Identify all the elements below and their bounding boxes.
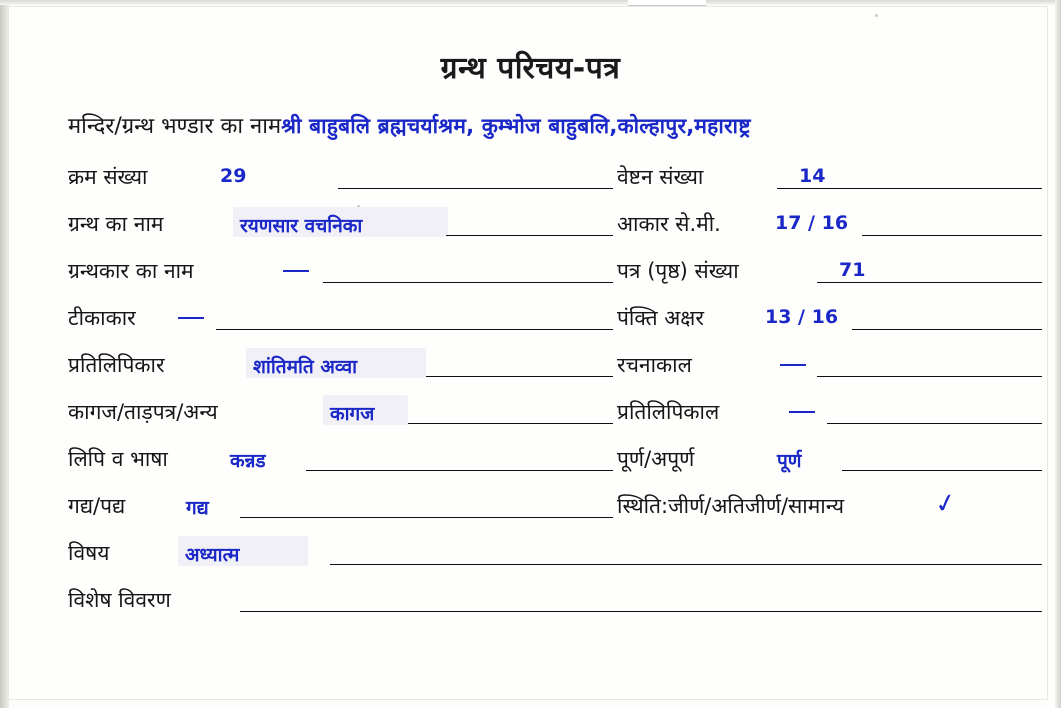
- form-row: [0, 487, 1061, 534]
- field-vishay[interactable]: [68, 534, 613, 581]
- form-row: [0, 158, 1061, 205]
- form-row: [0, 440, 1061, 487]
- field-rule: [827, 423, 1042, 424]
- field-label: पूर्ण/अपूर्ण: [617, 447, 695, 471]
- field-rule: [338, 188, 613, 189]
- field-sthiti[interactable]: [617, 487, 1042, 534]
- field-rachnakaal[interactable]: [617, 346, 1042, 393]
- field-label: टीकाकार: [68, 306, 136, 330]
- field-tikakaar[interactable]: [68, 299, 613, 346]
- field-label: गद्य/पद्य: [68, 494, 126, 518]
- paper-speck: [875, 14, 878, 17]
- field-pankti-akshar[interactable]: [617, 299, 1042, 346]
- field-label: कागज/ताड़पत्र/अन्य: [68, 400, 218, 424]
- field-label: विशेष विवरण: [68, 588, 171, 612]
- field-value: 71: [839, 259, 866, 281]
- form-row: [0, 252, 1061, 299]
- field-value: कागज: [330, 403, 375, 425]
- field-label: स्थिति:जीर्ण/अतिजीर्ण/सामान्य: [617, 494, 845, 518]
- field-value: पूर्ण: [777, 450, 802, 472]
- field-rule: [306, 470, 613, 471]
- field-label: पंक्ति अक्षर: [617, 306, 704, 330]
- temple-name-row: [68, 110, 1048, 140]
- field-value: 13 / 16: [765, 306, 839, 328]
- field-rule: [777, 188, 1042, 189]
- field-rule: [852, 329, 1042, 330]
- field-label: ग्रन्थकार का नाम: [68, 259, 194, 283]
- field-rule: [216, 329, 613, 330]
- field-patra-prishth-sankhya[interactable]: [617, 252, 1042, 299]
- field-label: रचनाकाल: [617, 353, 692, 377]
- field-rule: [842, 470, 1042, 471]
- field-label: आकार से.मी.: [617, 212, 721, 236]
- field-purna-apurna[interactable]: [617, 440, 1042, 487]
- field-label: विषय: [68, 541, 110, 565]
- field-granth-ka-naam[interactable]: [68, 205, 613, 252]
- field-value: 29: [220, 165, 247, 187]
- field-value: शांतिमति अव्वा: [253, 356, 358, 378]
- form-row: [0, 299, 1061, 346]
- field-value: रयणसार वचनिका: [240, 215, 363, 237]
- field-rule: [323, 282, 613, 283]
- checkmark-icon: ✓: [932, 487, 960, 521]
- empty-dash: [789, 411, 815, 413]
- field-rule: [240, 517, 613, 518]
- field-veshtan-sankhya[interactable]: [617, 158, 1042, 205]
- field-rule: [817, 376, 1042, 377]
- field-pratilipikaar[interactable]: [68, 346, 613, 393]
- page-title: ग्रन्थ परिचय-पत्र: [440, 51, 621, 86]
- field-rule: [817, 282, 1042, 283]
- field-label: लिपि व भाषा: [68, 447, 168, 471]
- field-label: पत्र (पृष्ठ) संख्या: [617, 259, 739, 283]
- field-rule: [408, 423, 613, 424]
- empty-dash: [283, 270, 309, 272]
- form-row: [0, 534, 1061, 581]
- field-value: 17 / 16: [775, 212, 849, 234]
- empty-dash: [780, 364, 806, 366]
- form-row: [0, 205, 1061, 252]
- field-kagaj-tadpatra-anya[interactable]: [68, 393, 613, 440]
- form-row: [0, 581, 1061, 628]
- field-value: अध्यात्म: [185, 544, 240, 566]
- form-fields: [0, 158, 1061, 628]
- temple-name-value: श्री बाहुबलि ब्रह्मचर्याश्रम, कुम्भोज बाहुबलि,कोल्हापुर,महाराष्ट्र: [281, 114, 751, 138]
- field-label: ग्रन्थ का नाम: [68, 212, 164, 236]
- field-vishesh-vivaran[interactable]: [68, 581, 613, 628]
- field-gadya-padya[interactable]: [68, 487, 613, 534]
- field-label: क्रम संख्या: [68, 165, 148, 189]
- field-value: 14: [799, 165, 826, 187]
- field-aakaar-cm[interactable]: [617, 205, 1042, 252]
- field-label: वेष्टन संख्या: [617, 165, 704, 189]
- field-rule: [862, 235, 1042, 236]
- field-lipi-va-bhasha[interactable]: [68, 440, 613, 487]
- form-row: [0, 393, 1061, 440]
- field-rule: [240, 611, 1042, 612]
- field-pratilipikaal[interactable]: [617, 393, 1042, 440]
- field-value: कन्नड: [230, 450, 266, 472]
- field-label: प्रतिलिपिकार: [68, 353, 165, 377]
- field-value: गद्य: [186, 497, 209, 519]
- field-krama-sankhya[interactable]: [68, 158, 613, 205]
- form-row: [0, 346, 1061, 393]
- field-rule: [330, 564, 1042, 565]
- empty-dash: [178, 317, 204, 319]
- field-label: प्रतिलिपिकाल: [617, 400, 720, 424]
- temple-name-label: मन्दिर/ग्रन्थ भण्डार का नाम: [68, 114, 282, 139]
- paper-edge-top: [0, 0, 1061, 5]
- field-granthkaar-ka-naam[interactable]: [68, 252, 613, 299]
- field-rule: [426, 376, 613, 377]
- field-rule: [446, 235, 613, 236]
